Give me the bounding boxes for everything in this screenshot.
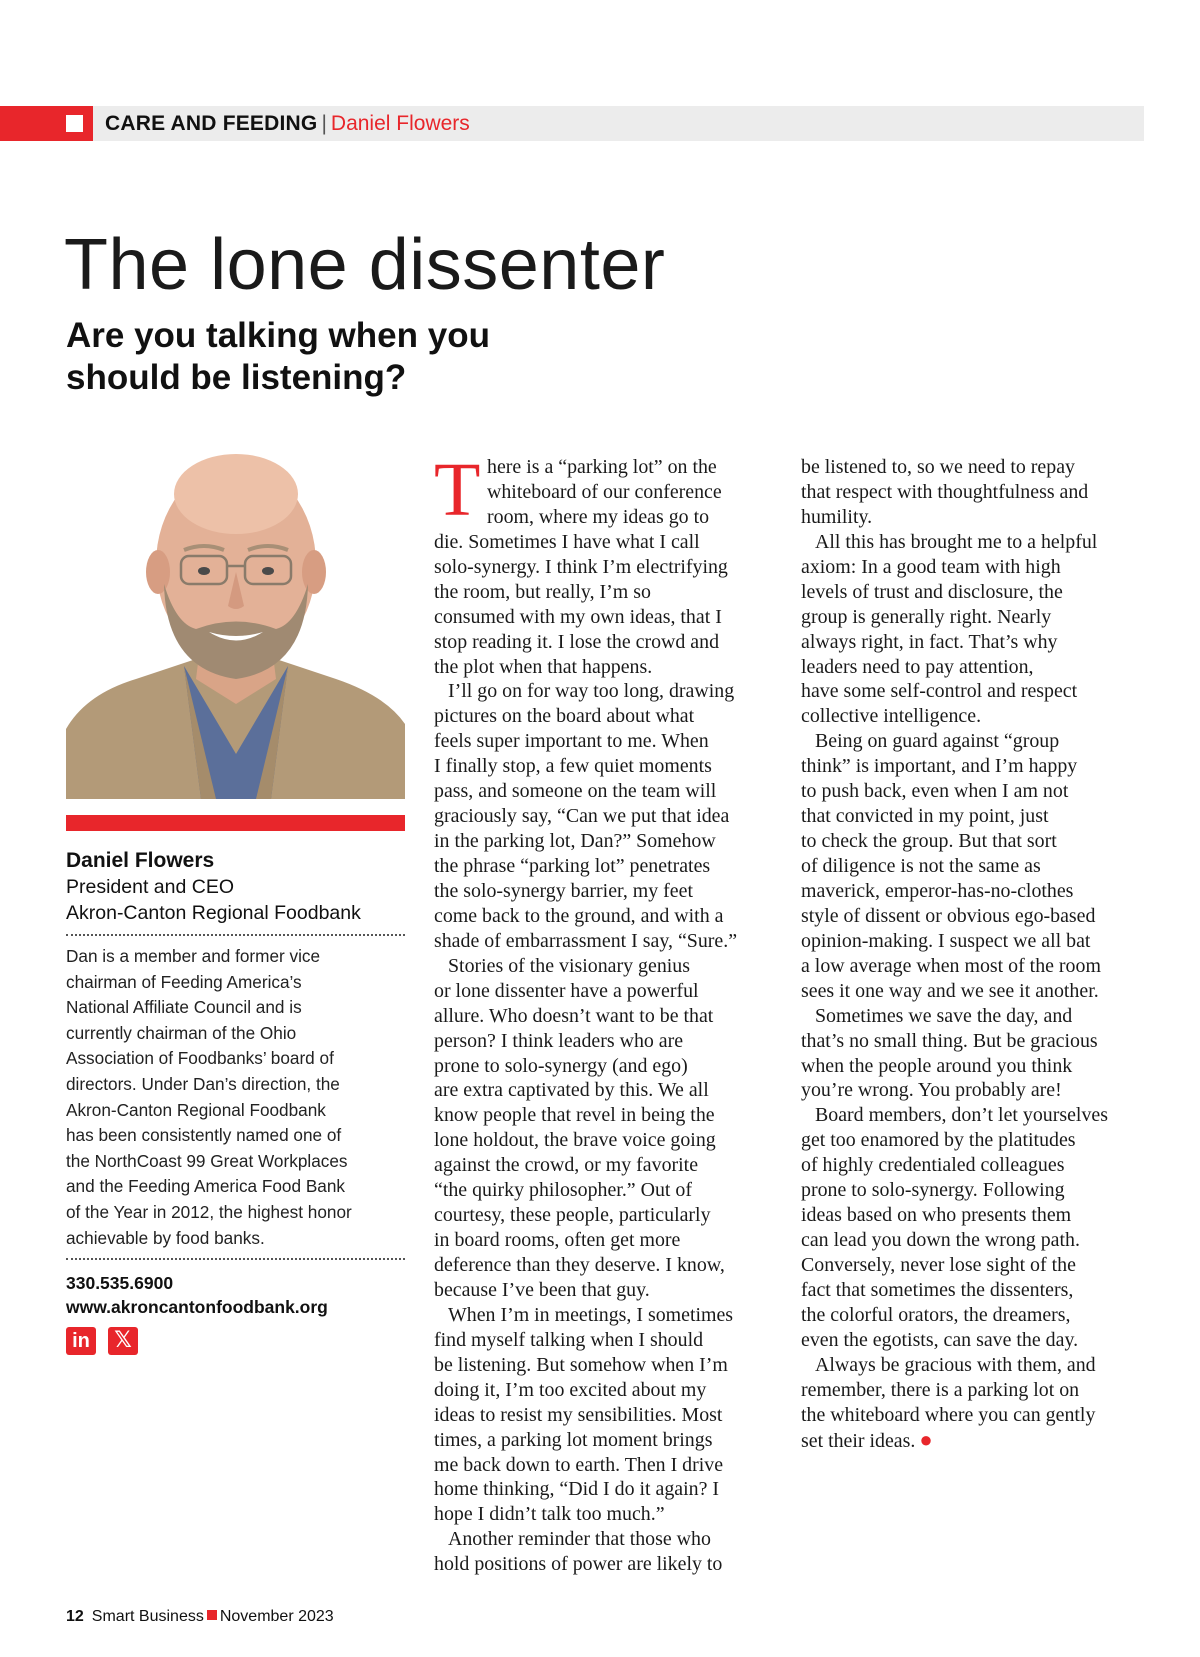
article-line: group is generally right. Nearly <box>801 605 1052 628</box>
bio-name: Daniel Flowers <box>66 849 215 872</box>
article-line: opinion-making. I suspect we all bat <box>801 929 1091 952</box>
article-line: home thinking, “Did I do it again? I <box>434 1478 720 1501</box>
linkedin-icon[interactable]: in <box>66 1327 96 1355</box>
header-separator: | <box>321 112 327 135</box>
article-line: Being on guard against “group <box>815 730 1060 753</box>
article-line: deference than they deserve. I know, <box>434 1254 725 1276</box>
article-line: can lead you down the wrong path. <box>801 1229 1080 1252</box>
bio-line: of the Year in 2012, the highest honor <box>66 1201 352 1222</box>
article-line: room, where my ideas go to <box>487 505 710 528</box>
article-line: axiom: In a good team with high <box>801 555 1061 578</box>
article-line: be listening. But somehow when I’m <box>434 1353 728 1376</box>
article-line: Stories of the visionary genius <box>448 954 690 977</box>
article-last-line-text: set their ideas. <box>801 1429 916 1452</box>
page-number: 12 <box>66 1608 84 1625</box>
article-line: hope I didn’t talk too much.” <box>434 1503 665 1526</box>
bio-line: Dan is a member and former vice <box>66 946 321 966</box>
bio-line: has been consistently named one of <box>66 1125 342 1146</box>
bio-line: currently chairman of the Ohio <box>66 1022 297 1043</box>
author-portrait-illustration <box>66 454 405 799</box>
article-line: Sometimes we save the day, and <box>815 1004 1073 1027</box>
article-line: me back down to earth. Then I drive <box>434 1453 724 1476</box>
article-line: pass, and someone on the team will <box>434 780 717 803</box>
article-line: know people that revel in being the <box>434 1104 715 1127</box>
bio-line: Association of Foodbanks’ board of <box>66 1048 334 1069</box>
bio-organization: Akron-Canton Regional Foodbank <box>66 902 361 924</box>
article-line: the plot when that happens. <box>434 655 653 678</box>
article-line: to push back, even when I am not <box>801 780 1069 803</box>
bio-line: the NorthCoast 99 Great Workplaces <box>66 1150 348 1171</box>
article-line: always right, in fact. That’s why <box>801 630 1058 653</box>
bio-dotted-divider-bottom <box>66 1258 405 1260</box>
article-line: hold positions of power are likely to <box>434 1553 723 1576</box>
article-line: stop reading it. I lose the crowd and <box>434 630 720 653</box>
bio-dotted-divider-top <box>66 934 405 936</box>
drop-cap: T <box>434 448 481 532</box>
article-line: have some self-control and respect <box>801 680 1078 703</box>
article-line: or lone dissenter have a powerful <box>434 979 699 1002</box>
article-line-last <box>801 1428 1146 1453</box>
article-line: person? I think leaders who are <box>434 1029 684 1052</box>
bio-paragraph <box>66 944 405 1251</box>
article-line: the colorful orators, the dreamers, <box>801 1303 1071 1326</box>
bio-line: chairman of Feeding America’s <box>66 971 302 992</box>
article-line: whiteboard of our conference <box>487 480 722 503</box>
article-line: the room, but really, I’m so <box>434 580 651 603</box>
footer-square-icon <box>207 1610 217 1620</box>
article-line: be listened to, so we need to repay <box>801 456 1075 478</box>
article-line: ideas to resist my sensibilities. Most <box>434 1403 723 1426</box>
subhead-line-2: should be listening? <box>66 358 407 397</box>
article-line: maverick, emperor-has-no-clothes <box>801 879 1074 902</box>
page-footer <box>66 1606 334 1628</box>
article-line: lone holdout, the brave voice going <box>434 1129 716 1152</box>
article-line: shade of embarrassment I say, “Sure.” <box>434 929 738 952</box>
section-label: CARE AND FEEDING <box>105 112 318 135</box>
article-line: courtesy, these people, particularly <box>434 1204 711 1227</box>
article-line: here is a “parking lot” on the <box>487 456 717 478</box>
article-line: a low average when most of the room <box>801 954 1101 977</box>
article-line: prone to solo-synergy (and ego) <box>434 1054 688 1077</box>
article-line: that convicted in my point, just <box>801 805 1049 828</box>
article-line: times, a parking lot moment brings <box>434 1428 713 1451</box>
article-line: the solo-synergy barrier, my feet <box>434 879 693 902</box>
article-line: to check the group. But that sort <box>801 830 1057 853</box>
article-line: the whiteboard where you can gently <box>801 1403 1096 1426</box>
article-line: humility. <box>801 505 873 528</box>
article-line: feels super important to me. When <box>434 730 709 753</box>
article-line: in board rooms, often get more <box>434 1229 681 1252</box>
publication-name: Smart Business <box>91 1608 204 1625</box>
article-line: that’s no small thing. But be gracious <box>801 1029 1098 1052</box>
article-column-2 <box>801 455 1146 1453</box>
article-line: think” is important, and I’m happy <box>801 755 1078 778</box>
article-line: when the people around you think <box>801 1054 1073 1077</box>
article-line: I’ll go on for way too long, drawing <box>448 680 735 703</box>
article-line: solo-synergy. I think I’m electrifying <box>434 555 728 578</box>
article-line: in the parking lot, Dan?” Somehow <box>434 830 716 853</box>
article-line: consumed with my own ideas, that I <box>434 605 722 628</box>
header-author: Daniel Flowers <box>330 112 470 135</box>
article-line: come back to the ground, and with a <box>434 904 724 927</box>
article-line: Board members, don’t let yourselves <box>815 1104 1108 1127</box>
article-line: against the crowd, or my favorite <box>434 1154 699 1177</box>
header-text <box>105 112 470 136</box>
article-line: of highly credentialed colleagues <box>801 1154 1065 1177</box>
bio-title: President and CEO <box>66 876 235 898</box>
article-column-1 <box>434 448 774 1577</box>
article-line: levels of trust and disclosure, the <box>801 580 1063 603</box>
bio-line: achievable by food banks. <box>66 1227 265 1248</box>
bio-line: directors. Under Dan’s direction, the <box>66 1073 340 1094</box>
header-square-icon <box>66 115 83 132</box>
article-line: find myself talking when I should <box>434 1328 704 1351</box>
contact-website-link[interactable]: www.akroncantonfoodbank.org <box>66 1297 328 1317</box>
article-line: prone to solo-synergy. Following <box>801 1179 1065 1202</box>
article-line: graciously say, “Can we put that idea <box>434 805 730 828</box>
article-line: fact that sometimes the dissenters, <box>801 1278 1074 1301</box>
page-title: The lone dissenter <box>64 225 666 305</box>
article-line: are extra captivated by this. We all <box>434 1079 709 1102</box>
article-line: leaders need to pay attention, <box>801 655 1034 678</box>
article-line: doing it, I’m too excited about my <box>434 1378 707 1401</box>
bio-line: Akron-Canton Regional Foodbank <box>66 1099 326 1120</box>
article-line: die. Sometimes I have what I call <box>434 530 700 553</box>
article-line: you’re wrong. You probably are! <box>801 1079 1062 1102</box>
article-line: the phrase “parking lot” penetrates <box>434 855 711 877</box>
article-line: I finally stop, a few quiet moments <box>434 755 712 778</box>
bio-line: and the Feeding America Food Bank <box>66 1176 345 1197</box>
article-line: that respect with thoughtfulness and <box>801 480 1089 503</box>
article-line: Always be gracious with them, and <box>815 1353 1096 1376</box>
subhead-line-1: Are you talking when you <box>66 316 490 355</box>
article-line: style of dissent or obvious ego-based <box>801 904 1096 927</box>
article-line: Conversely, never lose sight of the <box>801 1254 1076 1276</box>
contact-phone: 330.535.6900 <box>66 1273 174 1293</box>
article-line: of diligence is not the same as <box>801 855 1041 877</box>
article-line: sees it one way and we see it another. <box>801 979 1099 1002</box>
issue-date: November 2023 <box>219 1608 334 1625</box>
article-line: pictures on the board about what <box>434 705 695 728</box>
article-line: even the egotists, can save the day. <box>801 1328 1079 1351</box>
article-line: get too enamored by the platitudes <box>801 1129 1076 1152</box>
photo-divider-rule <box>66 815 405 831</box>
article-line: collective intelligence. <box>801 705 982 728</box>
author-photo <box>66 454 405 799</box>
end-of-article-mark: ● <box>919 1426 933 1452</box>
article-line: remember, there is a parking lot on <box>801 1378 1080 1401</box>
article-line: because I’ve been that guy. <box>434 1278 650 1301</box>
article-line: All this has brought me to a helpful <box>815 530 1098 553</box>
subheadline <box>66 315 586 399</box>
article-line: allure. Who doesn’t want to be that <box>434 1004 714 1027</box>
article-line: When I’m in meetings, I sometimes <box>448 1303 734 1326</box>
x-twitter-icon[interactable]: 𝕏 <box>108 1327 138 1355</box>
bio-line: National Affiliate Council and is <box>66 997 302 1018</box>
article-line: Another reminder that those who <box>448 1528 711 1551</box>
article-line: ideas based on who presents them <box>801 1204 1072 1227</box>
article-line: “the quirky philosopher.” Out of <box>434 1179 692 1202</box>
section-header-bar <box>0 106 1144 141</box>
